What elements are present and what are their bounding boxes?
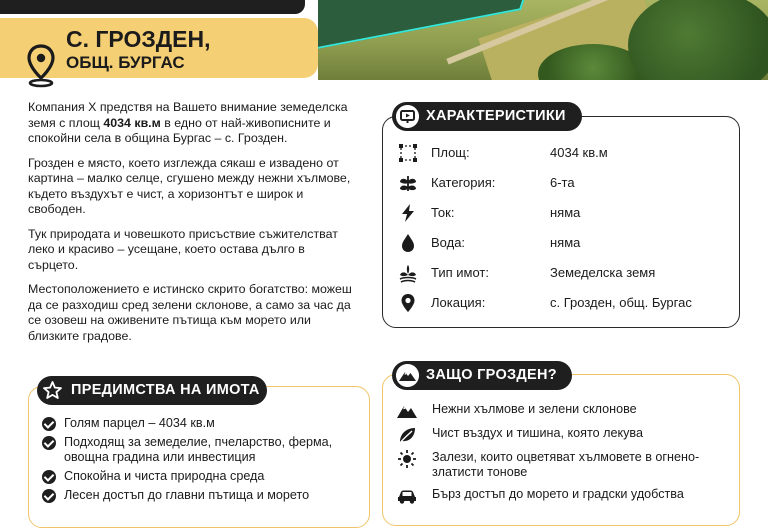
check-circle-icon (42, 489, 56, 503)
area-icon (398, 143, 418, 163)
check-circle-icon (42, 436, 56, 450)
why-grozden-title: ЗАЩО ГРОЗДЕН? (426, 367, 557, 383)
top-banner-bar (0, 0, 305, 14)
advantage-item: Подходящ за земеделие, пчеларство, ферма, овощна градина или инвестиция (42, 435, 372, 465)
water-drop-icon (398, 233, 418, 253)
intro-paragraph-2: Грозден е място, което изглежда сякаш е извадено от картина – малко селце, сгушено между нежни хълмове, където въздухът е чист, а хоризонтът е широк и свободен. (28, 155, 351, 216)
location-title: С. ГРОЗДЕН, (66, 26, 211, 52)
intro-paragraph-4: Местоположението е истинско скрито богатство: можеш да се разходиш сред зелени склонове, а само за час да се озовеш на оживените пътища към морето или близките градове. (28, 282, 352, 343)
char-label-water: Вода: (431, 235, 466, 250)
lightning-icon (398, 203, 418, 223)
intro-paragraph-3: Тук природата и човешкото присъствие съжителстват леко и красиво – усещане, което остава дълго в сърцето. (28, 226, 338, 272)
intro-text (28, 100, 358, 353)
characteristics-header (392, 102, 582, 131)
plant-icon (398, 263, 418, 283)
map-pin-icon (26, 44, 56, 88)
advantage-item: Лесен достъп до главни пътища и морето (42, 488, 372, 503)
leaf-icon (396, 426, 418, 444)
char-value-property-type: Земеделска земя (550, 265, 656, 280)
intro-paragraph-1: Компания Х предствя на Вашето внимание земеделска земя с площ 4034 кв.м в едно от най-живописните и спокойни села в община Бургас – с. Грозден. (28, 100, 348, 145)
advantages-list (42, 416, 372, 507)
leaves-icon (398, 173, 418, 193)
advantage-item: Спокойна и чиста природна среда (42, 469, 372, 484)
sun-icon (396, 450, 418, 468)
char-value-electricity: няма (550, 205, 581, 220)
advantages-title: ПРЕДИМСТВА НА ИМОТА (71, 382, 260, 398)
char-label-electricity: Ток: (431, 205, 455, 220)
hills-icon (396, 402, 418, 420)
check-circle-icon (42, 470, 56, 484)
check-circle-icon (42, 417, 56, 431)
location-subtitle: ОБЩ. БУРГАС (66, 53, 185, 72)
char-label-category: Категория: (431, 175, 496, 190)
advantage-item: Голям парцел – 4034 кв.м (42, 416, 372, 431)
mountain-icon (396, 364, 419, 387)
char-label-property-type: Тип имот: (431, 265, 489, 280)
char-value-category: 6-та (550, 175, 575, 190)
location-icon (398, 293, 418, 313)
char-value-location: с. Грозден, общ. Бургас (550, 295, 692, 310)
advantages-header (37, 376, 267, 405)
presentation-icon (396, 105, 419, 128)
car-icon (396, 487, 418, 505)
star-icon (41, 379, 64, 402)
characteristics-title: ХАРАКТЕРИСТИКИ (426, 108, 566, 124)
why-grozden-header (392, 361, 572, 390)
char-label-area: Площ: (431, 145, 470, 160)
land-aerial-photo (318, 0, 768, 80)
char-label-location: Локация: (431, 295, 486, 310)
char-value-water: няма (550, 235, 581, 250)
char-value-area: 4034 кв.м (550, 145, 608, 160)
